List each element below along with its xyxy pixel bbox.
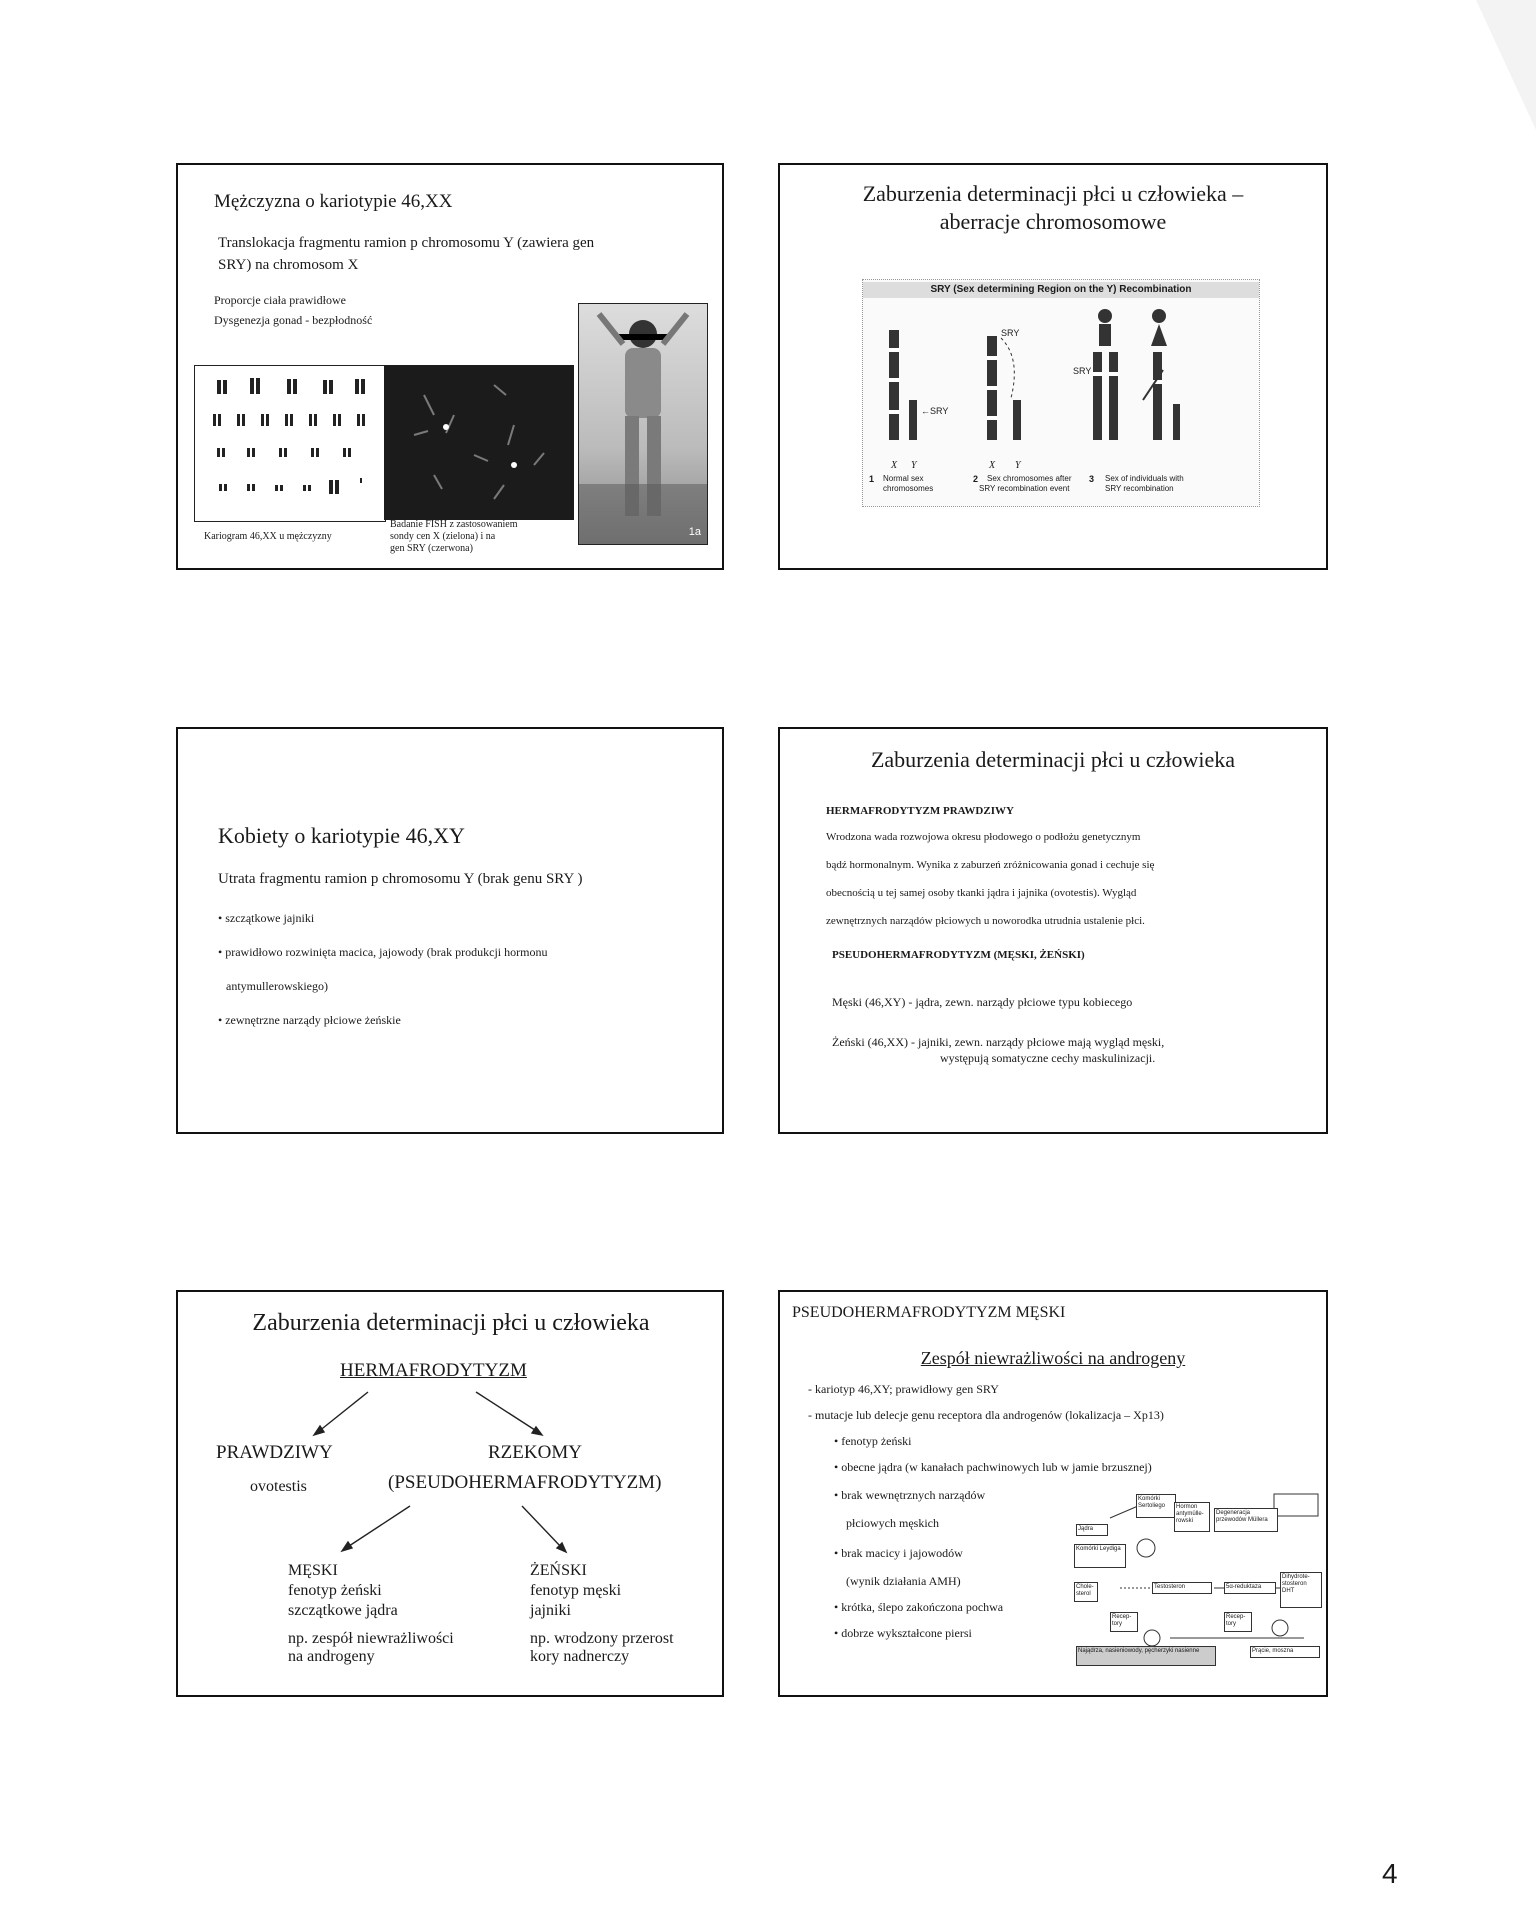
slide-title: Mężczyzna o kariotypie 46,XX (214, 191, 453, 212)
diagram-degeneration: Degeneracja przewodów Müllera (1214, 1508, 1278, 1532)
female-line: kory nadnerczy (530, 1648, 630, 1665)
text-line: Dysgenezja gonad - bezpłodność (214, 313, 373, 327)
y-label: Y (1015, 460, 1021, 471)
tree-node-false: RZEKOMY (488, 1442, 582, 1463)
text-line: Wrodzona wada rozwojowa okresu płodowego o podłożu genetycznym (826, 831, 1141, 843)
female-line: np. wrodzony przerost (530, 1630, 674, 1647)
slide-header: PSEUDOHERMAFRODYTYZM MĘSKI (792, 1304, 1066, 1321)
tree-node-sub: ovotestis (250, 1478, 307, 1495)
text-line: SRY) na chromosom X (218, 257, 359, 273)
diagram-cholesterol: Chole-sterol (1074, 1582, 1098, 1602)
androgen-pathway-diagram (1074, 1488, 1324, 1668)
dash-item: - mutacje lub delecje genu receptora dla androgenów (lokalizacja – Xp13) (808, 1408, 1164, 1422)
slide-chromosomal-aberrations (778, 163, 1328, 570)
diagram-sertoli: Komórki Sertoliego (1136, 1494, 1176, 1518)
bullet: • prawidłowo rozwinięta macica, jajowody (brak produkcji hormonu (218, 945, 548, 959)
x-label: X (891, 460, 898, 471)
bullet-continuation: (wynik działania AMH) (846, 1574, 961, 1588)
text-line: Męski (46,XY) - jądra, zewn. narządy płciowe typu kobiecego (832, 995, 1133, 1009)
slide-hermaphroditism-definitions (778, 727, 1328, 1134)
slide-hermaphroditism-tree (176, 1290, 724, 1697)
male-title: MĘSKI (288, 1562, 338, 1579)
female-title: ŻEŃSKI (530, 1562, 587, 1579)
step-number: 2 (973, 474, 979, 484)
slide-title: Zaburzenia determinacji płci u człowieka (870, 747, 1236, 772)
diagram-epididymis: Najądrza, nasieniowody, pęcherzyki nasienne (1076, 1646, 1216, 1666)
female-line: fenotyp męski (530, 1582, 622, 1599)
patient-photo (578, 303, 708, 545)
male-line: fenotyp żeński (288, 1582, 382, 1599)
tree-node-sub: (PSEUDOHERMAFRODYTYZM) (388, 1472, 662, 1493)
male-line: szczątkowe jądra (288, 1602, 398, 1619)
step-caption: Sex chromosomes after (987, 474, 1072, 483)
x-label: X (989, 460, 996, 471)
photo-label: 1a (688, 526, 701, 538)
diagram-receptors: Recep-tory (1224, 1612, 1252, 1632)
sry-label: SRY (1001, 328, 1020, 338)
male-line: np. zespół niewrażliwości (288, 1630, 454, 1647)
slide-subtitle: aberracje chromosomowe (939, 209, 1167, 234)
karyotype-caption: Kariogram 46,XX u mężczyzny (204, 531, 332, 542)
fish-caption: sondy cen X (zielona) i na (390, 531, 496, 542)
page-number: 4 (1382, 1858, 1398, 1889)
bullet-continuation: płciowych męskich (846, 1516, 939, 1530)
step-caption: Normal sex (883, 474, 924, 483)
sry-label: SRY (1073, 366, 1092, 376)
diagram-testes: Jądra (1076, 1524, 1108, 1536)
section-heading: HERMAFRODYTYZM PRAWDZIWY (826, 805, 1014, 817)
step-caption: SRY recombination event (979, 484, 1070, 493)
slide-title: Zespół niewrażliwości na androgeny (920, 1348, 1186, 1368)
diagram-leydig: Komórki Leydiga (1074, 1544, 1126, 1568)
text-line: występują somatyczne cechy maskulinizacji. (940, 1051, 1156, 1065)
male-line: na androgeny (288, 1648, 375, 1665)
bullet: • brak macicy i jajowodów (834, 1546, 963, 1560)
diagram-reductase: 5α-reduktaza (1224, 1582, 1276, 1594)
dash-item: - kariotyp 46,XY; prawidłowy gen SRY (808, 1382, 999, 1396)
tree-root: HERMAFRODYTYZM (340, 1360, 527, 1381)
text-line: bądź hormonalnym. Wynika z zaburzeń zróżnicowania gonad i cechuje się (826, 859, 1155, 871)
step-caption: SRY recombination (1105, 484, 1174, 493)
slide-title: Zaburzenia determinacji płci u człowieka (252, 1310, 650, 1336)
bullet: • obecne jądra (w kanałach pachwinowych lub w jamie brzusznej) (834, 1460, 1152, 1474)
figure-header: SRY (Sex determining Region on the Y) Recombination (863, 282, 1259, 298)
diagram-testosterone: Testosteron (1152, 1582, 1212, 1594)
bullet: • szczątkowe jajniki (218, 911, 315, 925)
page-fold (1476, 0, 1536, 130)
karyotype-image (194, 365, 386, 522)
slide-46xy-female (176, 727, 724, 1134)
tree-node-true: PRAWDZIWY (216, 1442, 333, 1463)
text-line: zewnętrznych narządów płciowych u noworodka utrudnia ustalenie płci. (826, 915, 1145, 927)
bullet: • dobrze wykształcone piersi (834, 1626, 972, 1640)
fish-caption: gen SRY (czerwona) (390, 543, 473, 554)
fish-image (384, 365, 574, 520)
text-line: Proporcje ciała prawidłowe (214, 293, 346, 307)
bullet: • brak wewnętrznych narządów (834, 1488, 986, 1502)
diagram-dht: Dihydrote-stosteron DHT (1280, 1572, 1322, 1608)
section-heading: PSEUDOHERMAFRODYTYZM (MĘSKI, ŻEŃSKI) (832, 949, 1085, 961)
diagram-receptors: Recep-tory (1110, 1612, 1138, 1632)
slide-title: Kobiety o kariotypie 46,XY (218, 823, 465, 848)
slide-46xx-male (176, 163, 724, 570)
y-label: Y (911, 460, 917, 471)
text-line: Translokacja fragmentu ramion p chromosomu Y (zawiera gen (218, 235, 595, 251)
bullet: • fenotyp żeński (834, 1434, 912, 1448)
sry-arrow-label: ←SRY (921, 406, 949, 416)
diagram-amh: Hormon antymülle-rowski (1174, 1502, 1210, 1532)
bullet-continuation: antymullerowskiego) (226, 979, 328, 993)
slide-androgen-insensitivity (778, 1290, 1328, 1697)
bullet: • krótka, ślepo zakończona pochwa (834, 1600, 1004, 1614)
step-number: 3 (1089, 474, 1095, 484)
slide-title: Zaburzenia determinacji płci u człowieka – (862, 181, 1244, 206)
step-caption: Sex of individuals with (1105, 474, 1184, 483)
bullet: • zewnętrzne narządy płciowe żeńskie (218, 1013, 401, 1027)
female-line: jajniki (530, 1602, 571, 1619)
text-line: Utrata fragmentu ramion p chromosomu Y (brak genu SRY ) (218, 871, 583, 887)
step-number: 1 (869, 474, 875, 484)
fish-caption: Badanie FISH z zastosowaniem (390, 519, 518, 530)
sry-figure (862, 279, 1260, 507)
text-line: obecnością u tej samej osoby tkanki jądra i jajnika (ovotestis). Wygląd (826, 887, 1137, 899)
step-caption: chromosomes (883, 484, 934, 493)
diagram-penis: Prącie, moszna (1250, 1646, 1320, 1658)
text-line: Żeński (46,XX) - jajniki, zewn. narządy płciowe mają wygląd męski, (832, 1035, 1165, 1049)
